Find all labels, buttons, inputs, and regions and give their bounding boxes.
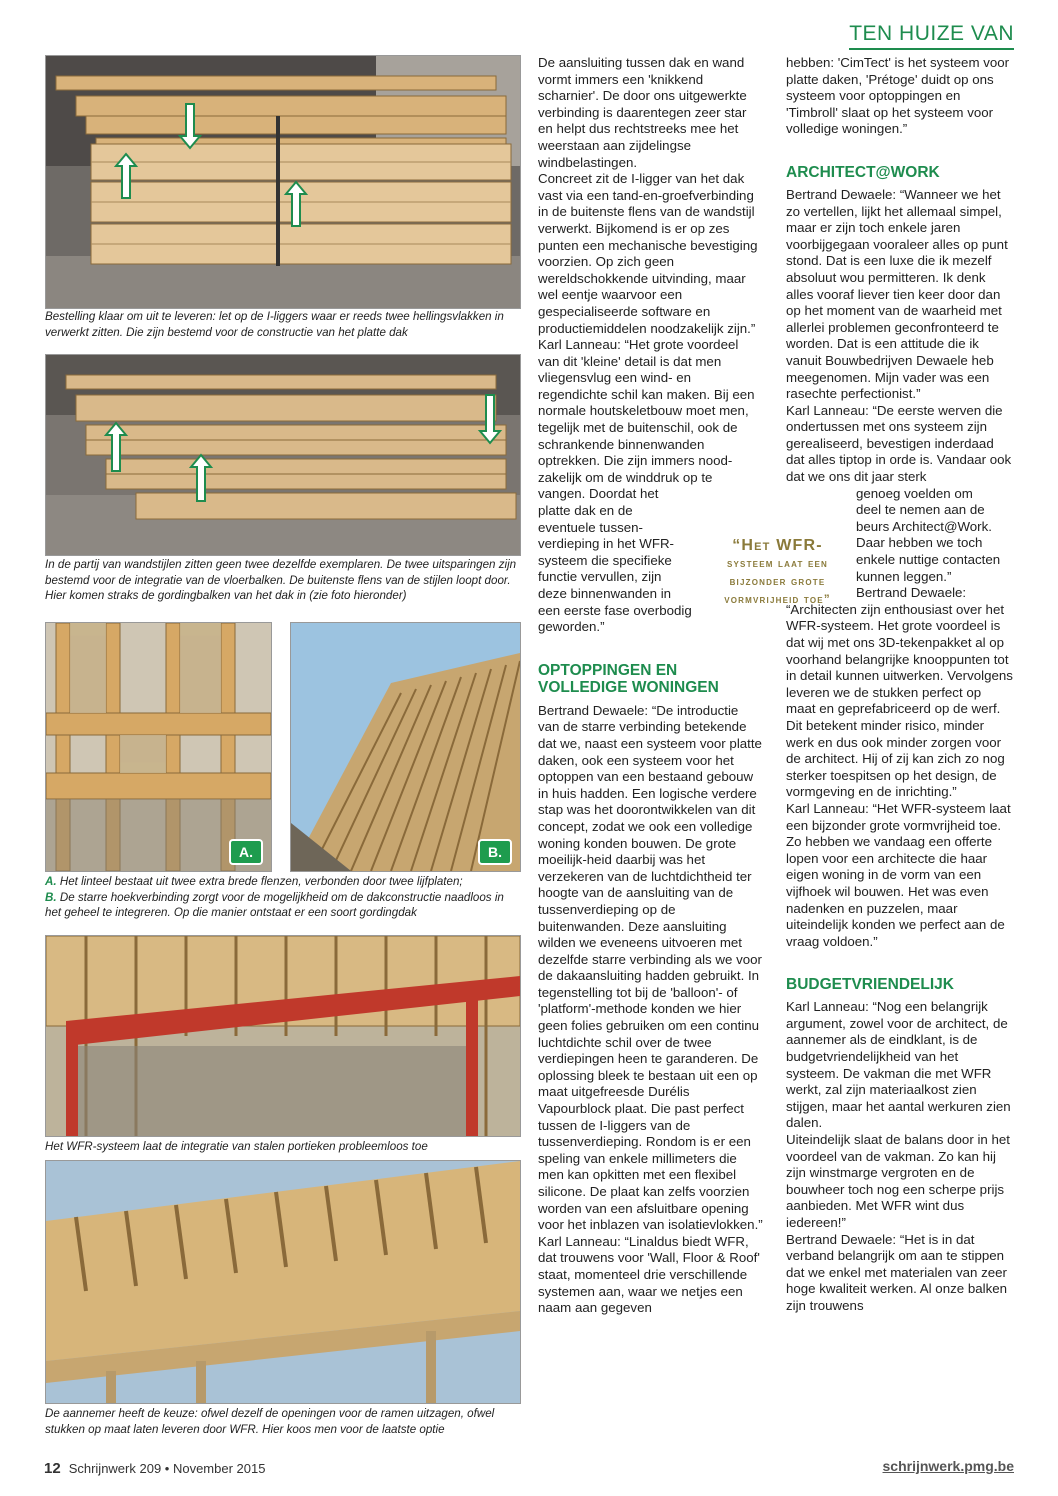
text-column-2 — [786, 55, 1014, 1315]
col1-line: geworden.” — [538, 619, 605, 635]
col2-paragraph-4: “Architecten zijn enthousiast over het WFR-systeem. Het grote voordeel is dat wij met ons 3D-tekenpakket al op voorhand belangrijke knooppunten tot in detail kunnen uitwerken. Vervolgens leveren we de stukken perfect op maat en geprefabriceerd op de werf. Dit betekent minder risico, minder werk en dus ook minder zorgen voor de architect. Hij of zij kan zich zo nog sterker toespitsen op het design, de vormgeving en de inrichting.” — [786, 601, 1013, 800]
col1-line: functie vervullen, zijn — [538, 569, 662, 585]
section-tag: TEN HUIZE VAN — [849, 22, 1014, 50]
col1-paragraph-4: Bertrand Dewaele: “De introductie van de starre verbinding betekende dat we, naast een systeem voor platte daken, ook een systeem voor het optoppen van een bestaand gebouw in huis hadden. Een logische verdere stap was het doorontwikkelen van dit concept, zodat we ook een volledige woning konden bouwen. De grote moeilijk-heid daarbij was het verzekeren van de luchtdichtheid ter hoogte van de aansluiting van de tussenverdieping op de buitenwanden. Deze aansluiting wilden we eveneens uitvoeren met dezelfde starre verbinding als we voor de dakaansluiting hadden gebruikt. In tegenstelling tot bij de 'balloon'- of 'platform'-methode konden we hier geen folies gebruiken om een continu luchtdichte schil over de twee verdiepingen heen te garanderen. De oplossing bleek te bestaan uit een op maat uitgefreesde Durélis Vapourblock plaat. Die past perfect tussen de I-liggers van de tussenverdieping. Rondom is er een speling van enkele millimeters die men kan opkitten met een flexibel silicone. De plaat kan zelfs voorzien worden van een afsluitbare opening voor het inblazen van isolatievlokken.” — [538, 702, 763, 1233]
col2-line: beurs Architect@Work. — [856, 518, 992, 534]
photo-a-lintel — [45, 622, 272, 872]
magazine-issue: Schrijnwerk 209 • November 2015 — [68, 1461, 266, 1476]
caption-b-label: B. — [45, 890, 57, 904]
col1-paragraph-3a: Karl Lanneau: “Het grote voordeel van dit 'kleine' detail is dat men vliegensvlug een wind- en regendichte schil kan maken. Bij een normale houtskeletbouw moet men, tegelijk met de buitenschil, ook de schrankende binnenwanden optrekken. Die zijn immers nood-zakelijk om de winddruk op te vangen. Doordat het — [538, 337, 755, 502]
col2-line: Bertrand Dewaele: — [856, 585, 967, 601]
col2-paragraph-6: Karl Lanneau: “Nog een belangrijk argument, zowel voor de architect, de aannemer als de eindklant, is de budgetvriendelijkheid van het systeem. De vakman die met WFR werkt, zal zijn materiaalkost zien stijgen, maar het aantal werkuren zien dalen. — [786, 999, 1011, 1131]
col1-paragraph-1: De aansluiting tussen dak en wand vormt immers een 'knikkend scharnier'. De door ons uitgewerkte verbinding is daarentegen zeer star en helpt dus rechtstreeks mee het weerstaan aan zijdelingse windbelastingen. — [538, 55, 747, 170]
caption-photo-1: Bestelling klaar om uit te leveren: let op de I-liggers waar er reeds twee hellingsvlakken in verwerkt zitten. Die zijn bestemd voor de constructie van het platte dak — [45, 310, 504, 339]
col1-paragraph-2: Concreet zit de I-ligger van het dak vast via een tand-en-groefverbinding in de buitenste flens van de wandstijl verwerkt. Bijkomend is er op zes punten een mechanische bevestiging voorzien. Op zich geen wereldschokkende uitvinding, maar wel eentje waarvoor een gespecialiseerde software en productiemiddelen noodzakelijk zijn.” — [538, 171, 758, 336]
col2-paragraph-1: hebben: 'CimTect' is het systeem voor platte daken, 'Prétoge' duidt op ons systeem voor optoppingen en 'Timbroll' slaat op het systeem voor volledige woningen.” — [786, 55, 1010, 137]
col2-line: genoeg voelden om — [856, 485, 973, 501]
photo-steel-portal — [45, 935, 521, 1137]
col1-line: platte dak en de — [538, 503, 633, 519]
col2-paragraph-7: Uiteindelijk slaat de balans door in het voordeel van de vakman. Zo kan hij zijn winstmarge vergroten en de bouwheer toch nog een scherpe prijs aanbieden. Met WFR wint dus iedereen!” — [786, 1132, 1010, 1230]
quote-line-2: systeem laat een — [726, 558, 828, 570]
col2-line: kunnen leggen.” — [856, 568, 952, 584]
col2-paragraph-3a: Karl Lanneau: “De eerste werven die ondertussen met ons systeem zijn gerealiseerd, bevestigen inderdaad dat alles tiptop in orde is. Vandaar ook dat we ons dit jaar sterk — [786, 402, 1012, 485]
col1-line: verdieping in het WFR- — [538, 536, 674, 552]
col2-paragraph-5: Karl Lanneau: “Het WFR-systeem laat een bijzonder grote vormvrijheid toe. Zo hebben we vandaag een offerte lopen voor een architecte die haar eigen woning in de vorm van een vijfhoek wil bouwen. Het was even nadenken en puzzelen, maar uiteindelijk konden we perfect aan de vraag voldoen.” — [786, 800, 1011, 949]
col2-line: deel te nemen aan de — [856, 502, 985, 518]
caption-photo-4: Het WFR-systeem laat de integratie van stalen portieken probleemloos toe — [45, 1140, 428, 1153]
quote-line-3: bijzonder grote — [729, 576, 826, 588]
caption-a-label: A. — [45, 875, 57, 888]
col2-paragraph-2: Bertrand Dewaele: “Wanneer we het zo vertellen, lijkt het allemaal simpel, maar er zijn toch enkele jaren voorbijgegaan vooraleer alles op punt stond. Dat is een luxe die ik mezelf absoluut wou permitteren. Ik denk alles vooraf liever tien keer door dan op het moment van de waarheid met allerlei problemen geconfronteerd te worden. Dat is een attitude die ik vanuit Bouwbedrijven Dewaele heb meegenomen. Mijn vader was een rasechte perfectionist.” — [786, 186, 1008, 402]
subhead-optoppingen: OPTOPPINGEN EN VOLLEDIGE WONINGEN — [538, 661, 719, 696]
page-number: 12 — [44, 1460, 61, 1477]
subhead-budgetvriendelijk: BUDGETVRIENDELIJK — [786, 976, 954, 994]
col1-paragraph-5: Karl Lanneau: “Linaldus biedt WFR, dat trouwens voor 'Wall, Floor & Roof' staat, momenteel drie verschillende systemen aan, waar we netjes een naam aan gegeven — [538, 1233, 760, 1316]
col1-line: deze binnenwanden in — [538, 586, 672, 601]
text-column-1 — [538, 55, 763, 1317]
col1-line: een eerste fase overbodig — [538, 602, 692, 618]
photo-wall-studs — [45, 354, 521, 556]
caption-photo-ab — [45, 874, 520, 921]
subhead-architect-at-work: ARCHITECT@WORK — [786, 163, 940, 181]
col2-paragraph-8: Bertrand Dewaele: “Het is in dat verband belangrijk om aan te stippen dat we enkel met materialen van zeer hoge kwaliteit werken. Al onze balken zijn trouwens — [786, 1231, 1008, 1313]
badge-a: A. — [229, 839, 263, 865]
col1-line: systeem die specifieke — [538, 552, 672, 568]
col1-line: eventuele tussen- — [538, 519, 643, 535]
col2-line: enkele nuttige contacten — [856, 552, 1001, 568]
photo-roof-overhang — [45, 1160, 521, 1404]
caption-b-text: De starre hoekverbinding zorgt voor de mogelijkheid om de dakconstructie naadloos in het geheel te integreren. Op die manier ontstaat er een soort gordingdak — [45, 890, 504, 919]
footer-issue — [44, 1460, 265, 1477]
photo-joist-stack — [45, 55, 521, 309]
photo-b-corner — [290, 622, 521, 872]
caption-a-text: Het linteel bestaat uit twee extra brede flenzen, verbonden door twee lijfplaten; — [56, 875, 463, 888]
website-link[interactable]: schrijnwerk.pmg.be — [882, 1458, 1014, 1474]
caption-photo-5: De aannemer heeft de keuze: ofwel dezelf de openingen voor de ramen uitzagen, ofwel stukken op maat laten leveren door WFR. Hier koos men voor de laatste optie — [45, 1407, 495, 1436]
quote-line-1: “Het WFR- — [732, 537, 823, 554]
badge-b: B. — [478, 839, 512, 865]
caption-photo-2: In de partij van wandstijlen zitten geen twee dezelfde exemplaren. De twee uitsparingen zijn bestemd voor de integratie van de vloerbalken. De buitenste flens van de stijlen loopt door. Hier komen straks de gordingbalken van het dak in (zie foto hieronder) — [45, 558, 517, 602]
quote-line-4: vormvrijheid toe” — [724, 594, 831, 606]
col2-line: Daar hebben we toch — [856, 535, 983, 551]
